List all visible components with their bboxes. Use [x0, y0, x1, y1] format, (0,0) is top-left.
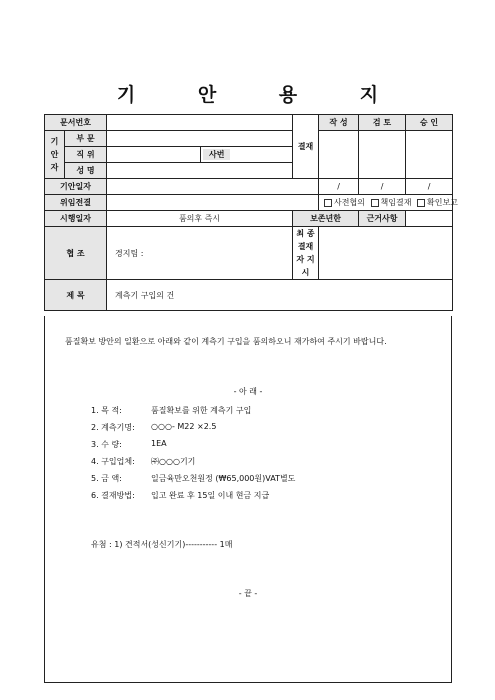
- draft-date-label: 기안일자: [45, 179, 107, 195]
- date-slash-approve: /: [406, 179, 453, 195]
- list-item: 5. 금 액: 일금육만오천원정 (₩65,000원)VAT별도: [91, 474, 296, 483]
- effective-date-label: 시행일자: [45, 211, 107, 227]
- retention-label: 보존년한: [293, 211, 359, 227]
- final-approver-label: 최 종 결재자 지 시: [293, 227, 319, 280]
- list-item: 6. 결재방법: 입고 완료 후 15일 이내 현금 지급: [91, 491, 270, 500]
- delegation-field[interactable]: [107, 195, 319, 211]
- drafter-label: 기안자: [50, 137, 59, 172]
- below-mark: - 아 래 -: [233, 387, 263, 396]
- name-label: 성 명: [65, 163, 107, 179]
- doc-no-label: 문서번호: [45, 115, 107, 131]
- pre-consult-checkbox[interactable]: [324, 199, 332, 207]
- cooperation-value: 경지팀 :: [107, 227, 293, 280]
- dept-field[interactable]: [107, 131, 293, 147]
- emp-no-cell[interactable]: [201, 147, 293, 163]
- document-body: [44, 316, 452, 683]
- date-slash-review: /: [359, 179, 406, 195]
- document-title: 기 안 용 지: [116, 84, 407, 106]
- position-label: 직 위: [65, 147, 107, 163]
- emp-no-label: 사번: [203, 149, 230, 160]
- approval-col-write: 작 성: [319, 115, 359, 131]
- list-item: 2. 계측기명: ○○○- M22 ×2.5: [91, 422, 217, 432]
- basis-label: 근거사항: [359, 211, 406, 227]
- pre-consult-label: 사전협의: [334, 198, 365, 207]
- responsible-approval-label: 책임결재: [380, 198, 412, 207]
- approval-label: 결재: [297, 142, 314, 151]
- list-item: 4. 구입업체: ㈜○○○기기: [91, 457, 196, 466]
- attachment-line: 유첨 : 1) 견적서(성신기기)----------- 1매: [91, 540, 233, 549]
- item-list: [91, 405, 295, 507]
- draft-date-field[interactable]: [107, 179, 319, 195]
- final-approver-field[interactable]: [319, 227, 453, 280]
- intro-text: 품질확보 방안의 일환으로 아래와 같이 계측기 구입을 품의하오니 재가하여 주시기 바랍니다.: [65, 337, 387, 346]
- basis-field[interactable]: [406, 211, 453, 227]
- effective-date-value: 품의후 즉시: [107, 211, 293, 227]
- subject-label: 제 목: [45, 280, 107, 311]
- cooperation-label: 협 조: [45, 227, 107, 280]
- date-slash-write: /: [319, 179, 359, 195]
- position-field[interactable]: [107, 147, 201, 163]
- end-mark: - 끝 -: [238, 589, 258, 598]
- list-item: 1. 목 적: 품질확보를 위한 계측기 구입: [91, 406, 252, 415]
- doc-no-field[interactable]: [107, 115, 293, 131]
- sign-box-review[interactable]: [359, 131, 406, 179]
- confirm-report-label: 확인보고: [426, 198, 458, 207]
- delegation-label: 위임전결: [45, 195, 107, 211]
- sign-box-write[interactable]: [319, 131, 359, 179]
- name-field[interactable]: [107, 163, 293, 179]
- responsible-approval-checkbox[interactable]: [371, 199, 379, 207]
- confirm-report-checkbox[interactable]: [417, 199, 425, 207]
- dept-label: 부 문: [65, 131, 107, 147]
- approval-col-approve: 승 인: [406, 115, 453, 131]
- sign-box-approve[interactable]: [406, 131, 453, 179]
- delegation-options: [319, 195, 458, 211]
- subject-value: 계측기 구입의 건: [107, 280, 453, 311]
- approval-form-table: [44, 114, 458, 311]
- list-item: 3. 수 량: 1EA: [91, 439, 167, 449]
- approval-col-review: 검 토: [359, 115, 406, 131]
